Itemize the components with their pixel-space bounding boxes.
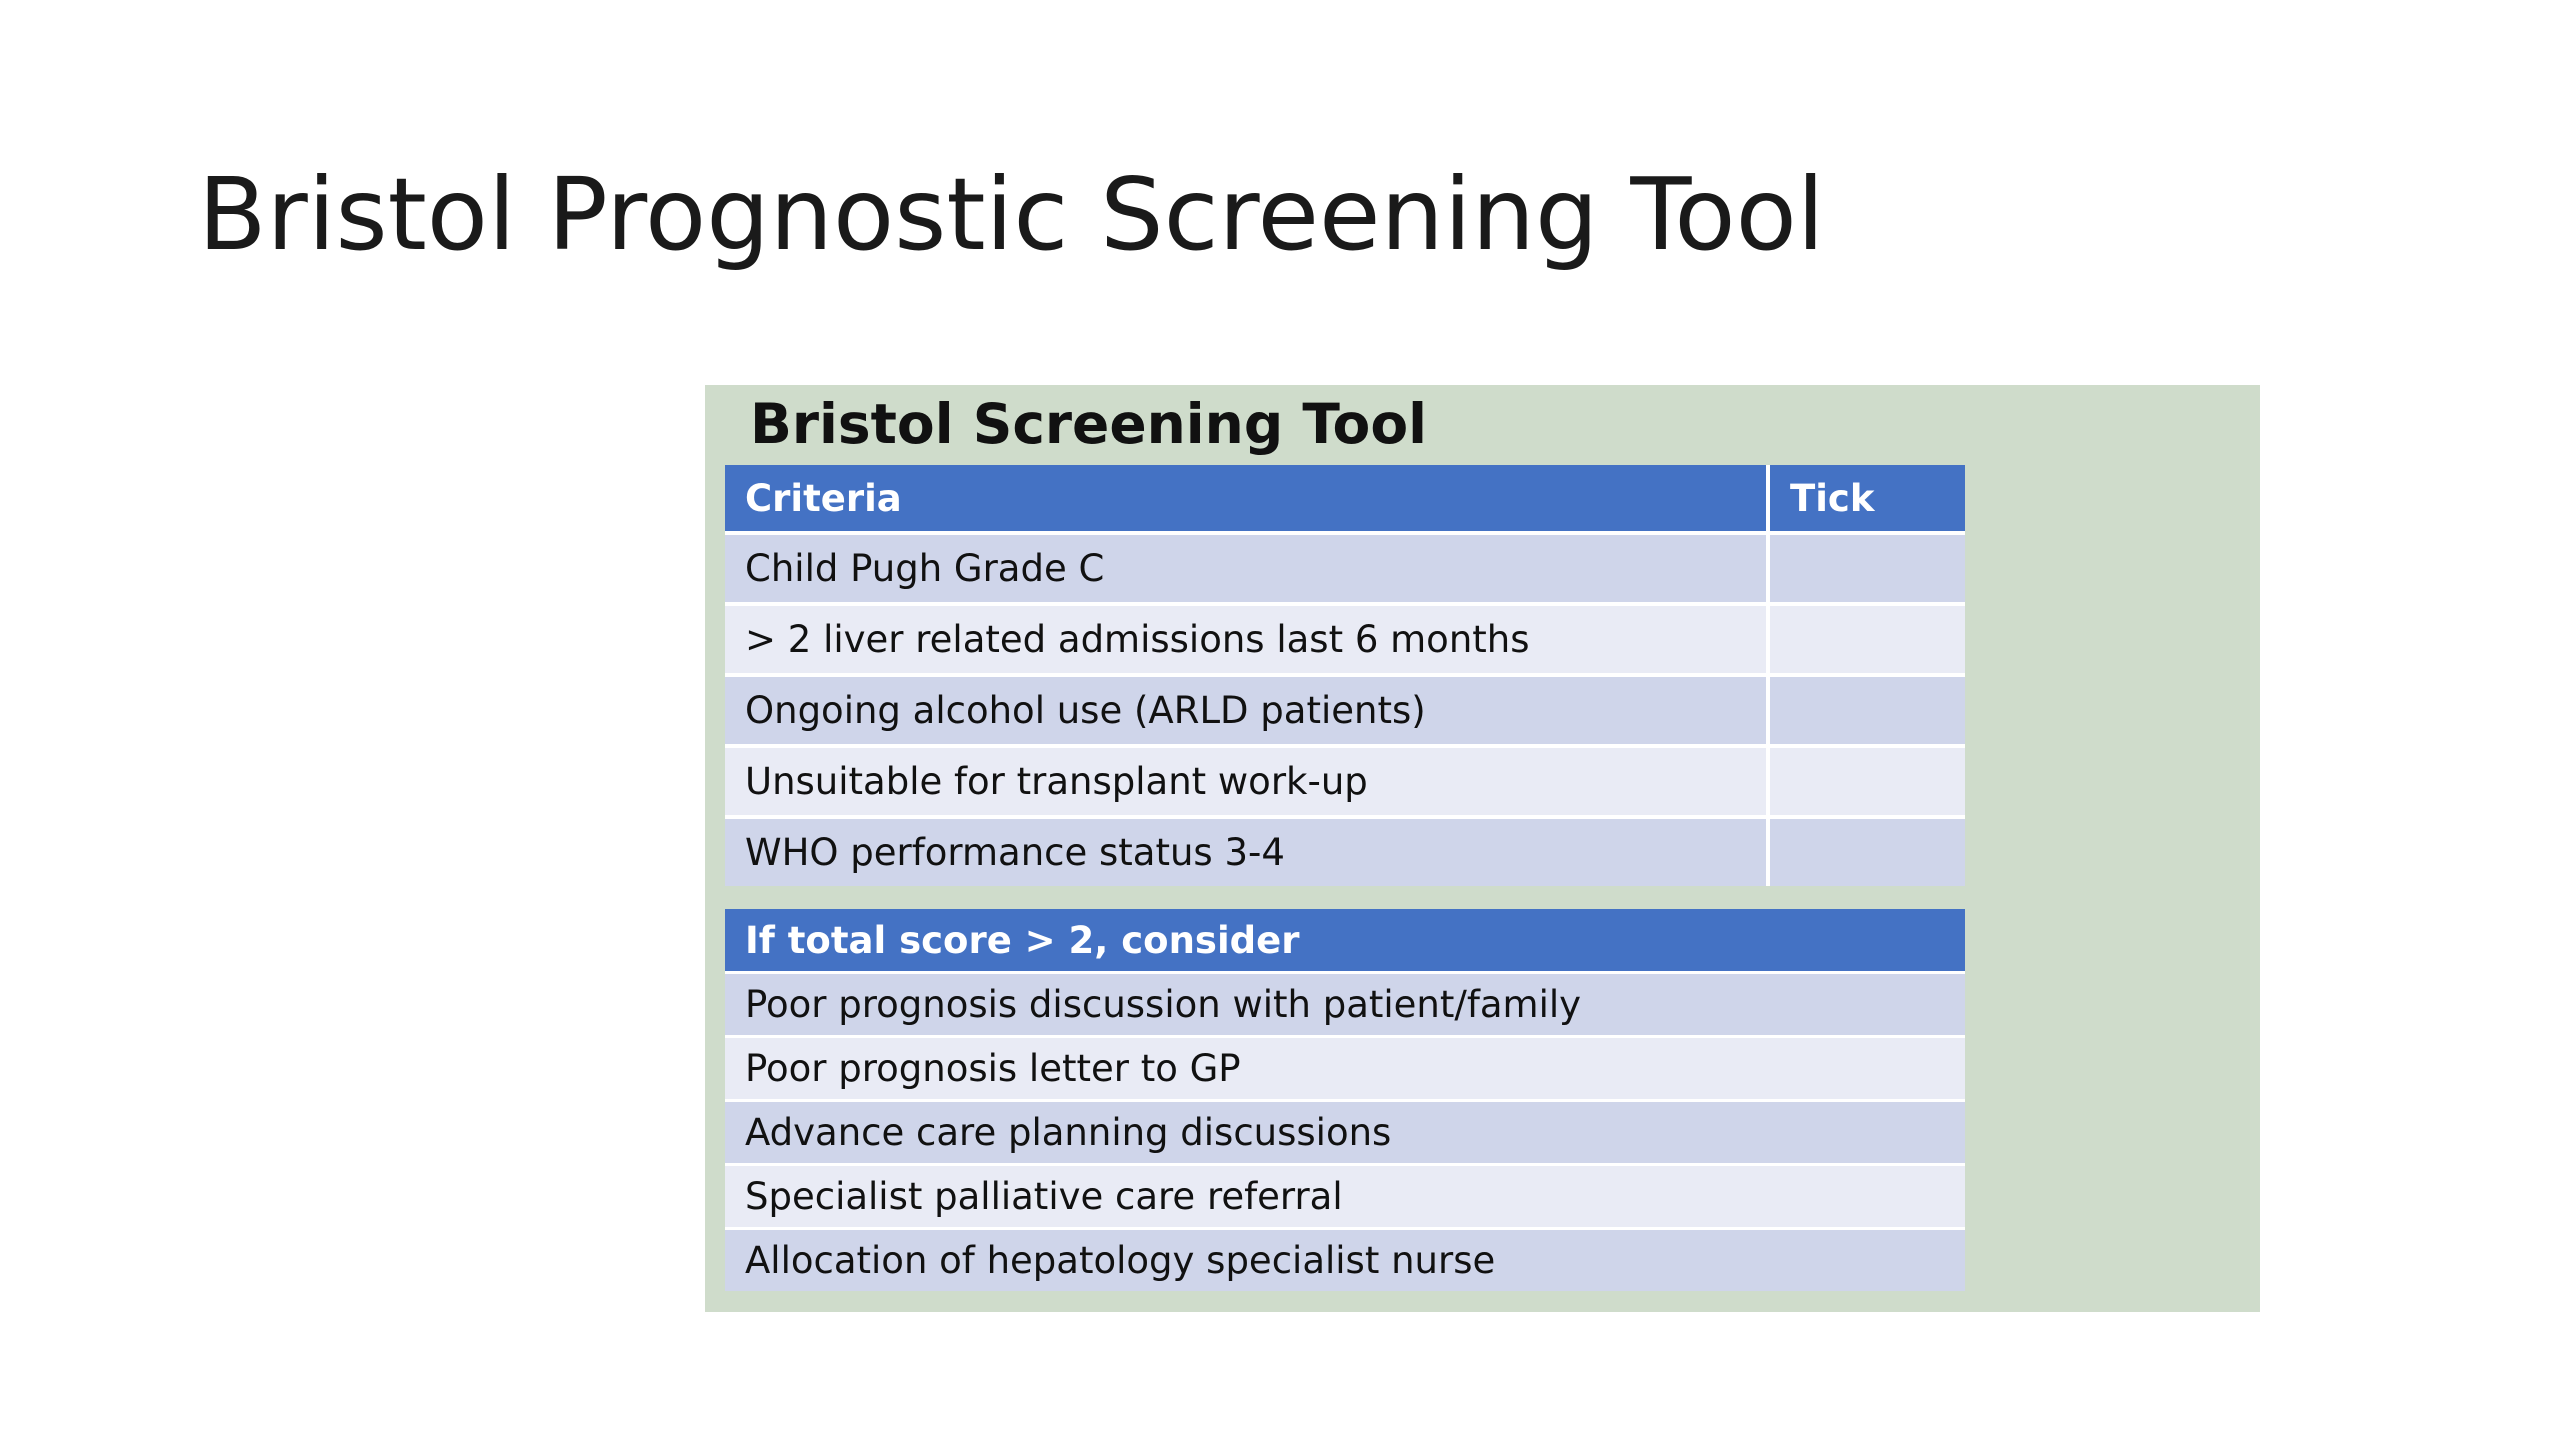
tick-cell[interactable] xyxy=(1768,533,1965,604)
action-cell: Advance care planning discussions xyxy=(725,1101,1965,1165)
slide-title: Bristol Prognostic Screening Tool xyxy=(198,156,1825,273)
action-cell: Specialist palliative care referral xyxy=(725,1165,1965,1229)
table-row xyxy=(725,1037,1965,1101)
criteria-cell: Ongoing alcohol use (ARLD patients) xyxy=(725,675,1768,746)
tick-cell[interactable] xyxy=(1768,746,1965,817)
actions-header-row xyxy=(725,909,1965,973)
table-row xyxy=(725,533,1965,604)
criteria-header-row xyxy=(725,465,1965,533)
criteria-table xyxy=(725,465,1965,886)
screening-tool-panel xyxy=(705,385,2260,1312)
tick-cell[interactable] xyxy=(1768,604,1965,675)
tick-cell[interactable] xyxy=(1768,817,1965,886)
actions-header: If total score > 2, consider xyxy=(725,909,1965,973)
tick-column-header: Tick xyxy=(1768,465,1965,533)
panel-heading: Bristol Screening Tool xyxy=(750,392,1427,456)
table-row xyxy=(725,1101,1965,1165)
action-cell: Poor prognosis discussion with patient/family xyxy=(725,973,1965,1037)
table-row xyxy=(725,817,1965,886)
table-row xyxy=(725,1229,1965,1292)
table-row xyxy=(725,1165,1965,1229)
criteria-cell: > 2 liver related admissions last 6 months xyxy=(725,604,1768,675)
table-row xyxy=(725,746,1965,817)
action-cell: Poor prognosis letter to GP xyxy=(725,1037,1965,1101)
criteria-cell: Child Pugh Grade C xyxy=(725,533,1768,604)
table-row xyxy=(725,675,1965,746)
table-row xyxy=(725,973,1965,1037)
tick-cell[interactable] xyxy=(1768,675,1965,746)
actions-table xyxy=(725,909,1965,1291)
criteria-cell: WHO performance status 3-4 xyxy=(725,817,1768,886)
action-cell: Allocation of hepatology specialist nurse xyxy=(725,1229,1965,1292)
criteria-cell: Unsuitable for transplant work-up xyxy=(725,746,1768,817)
criteria-column-header: Criteria xyxy=(725,465,1768,533)
table-row xyxy=(725,604,1965,675)
